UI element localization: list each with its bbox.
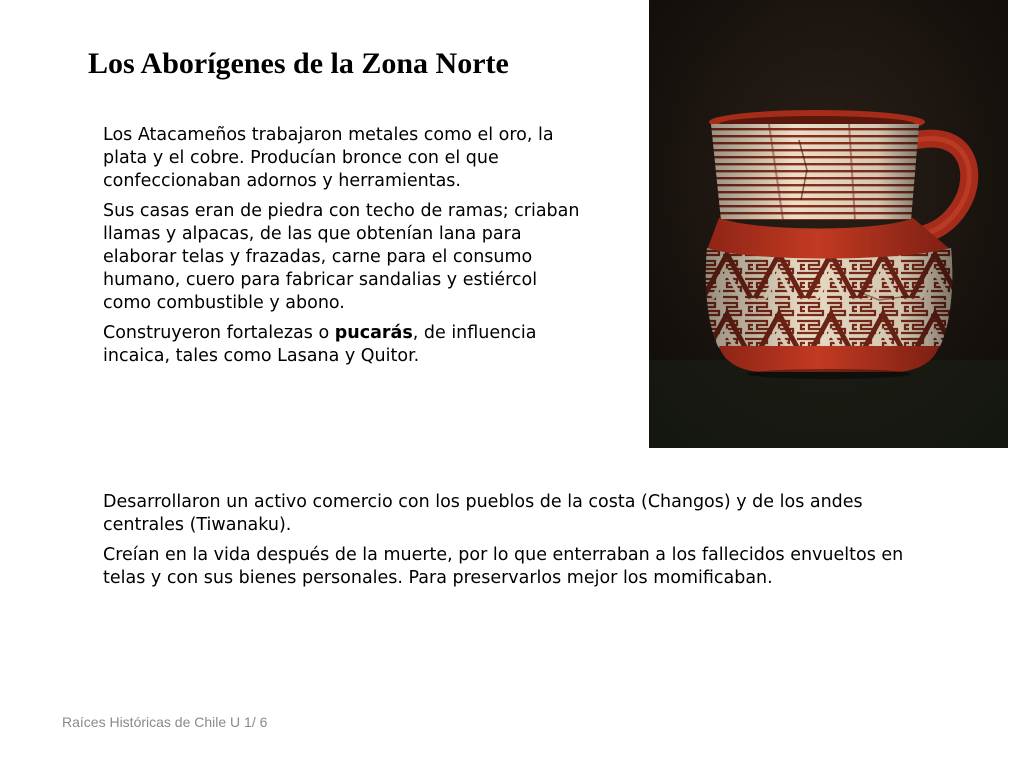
paragraph-fortresses-start: Construyeron fortalezas o	[103, 323, 335, 343]
paragraph-fortresses-end: , de influencia incaica, tales como Lasana y Quitor.	[103, 323, 537, 366]
body-text-top	[103, 124, 583, 375]
paragraph-metals: Los Atacameños trabajaron metales como el oro, la plata y el cobre. Producían bronce con el que confeccionaban adornos y herramientas.	[103, 125, 554, 191]
body-text-bottom	[103, 491, 943, 597]
paragraph-fortresses	[103, 322, 583, 368]
footer-source: Raíces Históricas de Chile U 1/ 6	[62, 714, 268, 730]
ceramic-jug-photo	[649, 0, 1008, 448]
pucaras-term: pucarás	[334, 323, 413, 343]
slide-title: Los Aborígenes de la Zona Norte	[88, 47, 509, 80]
paragraph-houses: Sus casas eran de piedra con techo de ramas; criaban llamas y alpacas, de las que obtenían lana para elaborar telas y frazadas, carne para el consumo humano, cuero para fabricar sandalias y estiércol como combustible y abono.	[103, 201, 580, 313]
paragraph-trade: Desarrollaron un activo comercio con los pueblos de la costa (Changos) y de los andes centrales (Tiwanaku).	[103, 492, 863, 535]
paragraph-afterlife: Creían en la vida después de la muerte, por lo que enterraban a los fallecidos envueltos en telas y con sus bienes personales. Para preservarlos mejor los momificaban.	[103, 545, 904, 588]
